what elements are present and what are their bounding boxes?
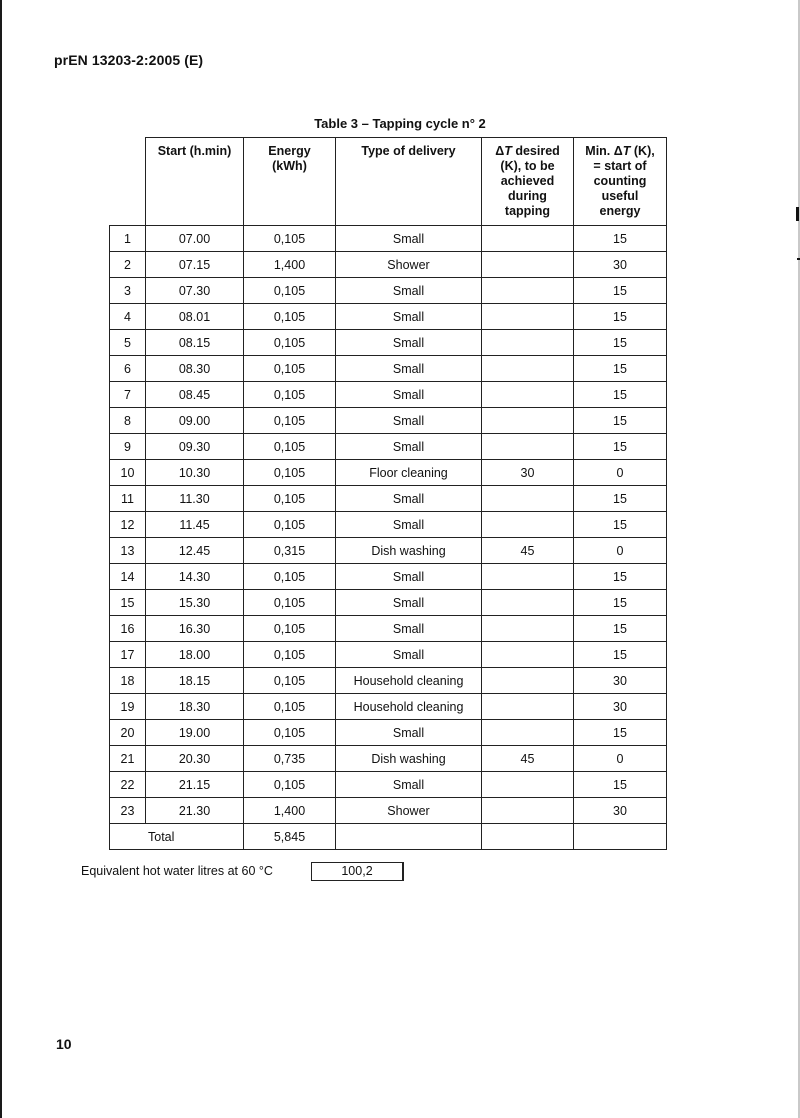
row-delta-t-desired: 45 (482, 538, 574, 564)
change-bar-mark (796, 207, 799, 221)
row-min-delta-t: 15 (574, 772, 667, 798)
row-delta-t-desired (482, 434, 574, 460)
row-delivery-type: Small (336, 434, 482, 460)
row-min-delta-t: 15 (574, 486, 667, 512)
row-start-time: 14.30 (146, 564, 244, 590)
row-energy: 0,105 (244, 616, 336, 642)
row-delta-t-desired (482, 486, 574, 512)
table-row (110, 460, 667, 486)
row-start-time: 08.30 (146, 356, 244, 382)
table-row (110, 720, 667, 746)
row-delivery-type: Small (336, 226, 482, 252)
document-id: prEN 13203-2:2005 (E) (54, 52, 204, 68)
row-number: 10 (110, 460, 146, 486)
header-dt-line: desired (515, 144, 560, 158)
row-energy: 0,105 (244, 668, 336, 694)
row-number: 14 (110, 564, 146, 590)
row-delivery-type: Small (336, 720, 482, 746)
row-energy: 0,105 (244, 486, 336, 512)
row-delivery-type: Small (336, 616, 482, 642)
row-delta-t-desired (482, 642, 574, 668)
row-delivery-type: Small (336, 772, 482, 798)
row-min-delta-t: 15 (574, 330, 667, 356)
row-number: 5 (110, 330, 146, 356)
row-number: 9 (110, 434, 146, 460)
tapping-cycle-table (109, 137, 667, 850)
row-delta-t-desired (482, 590, 574, 616)
row-min-delta-t: 15 (574, 616, 667, 642)
t-symbol: T (504, 144, 512, 158)
row-delta-t-desired (482, 668, 574, 694)
row-energy: 0,105 (244, 434, 336, 460)
row-min-delta-t: 15 (574, 642, 667, 668)
row-number: 20 (110, 720, 146, 746)
header-energy (244, 138, 336, 226)
row-start-time: 07.00 (146, 226, 244, 252)
row-delta-t-desired (482, 226, 574, 252)
table-row (110, 590, 667, 616)
table-row (110, 434, 667, 460)
row-delta-t-desired (482, 356, 574, 382)
row-energy: 0,735 (244, 746, 336, 772)
row-number: 23 (110, 798, 146, 824)
row-energy: 0,105 (244, 382, 336, 408)
row-delta-t-desired (482, 252, 574, 278)
header-dt-line: during (508, 189, 547, 203)
row-start-time: 10.30 (146, 460, 244, 486)
total-empty-cell (482, 824, 574, 850)
row-energy: 0,105 (244, 590, 336, 616)
header-energy-line: Energy (268, 144, 311, 158)
row-number: 12 (110, 512, 146, 538)
delta-symbol: Δ (495, 144, 505, 158)
table-row (110, 772, 667, 798)
row-number: 17 (110, 642, 146, 668)
row-delta-t-desired (482, 772, 574, 798)
equivalent-litres-value: 100,2 (311, 862, 404, 881)
row-start-time: 11.45 (146, 512, 244, 538)
row-number: 3 (110, 278, 146, 304)
row-min-delta-t: 15 (574, 590, 667, 616)
row-delivery-type: Shower (336, 798, 482, 824)
table-row (110, 512, 667, 538)
row-start-time: 18.30 (146, 694, 244, 720)
row-min-delta-t: 0 (574, 538, 667, 564)
row-delta-t-desired (482, 564, 574, 590)
row-delta-t-desired (482, 512, 574, 538)
table-row (110, 356, 667, 382)
row-energy: 0,105 (244, 512, 336, 538)
row-energy: 0,105 (244, 356, 336, 382)
header-min-line: (K), (633, 144, 655, 158)
row-start-time: 12.45 (146, 538, 244, 564)
total-empty-cell (574, 824, 667, 850)
row-start-time: 21.30 (146, 798, 244, 824)
row-start-time: 19.00 (146, 720, 244, 746)
table-row (110, 668, 667, 694)
row-delivery-type: Small (336, 590, 482, 616)
row-delta-t-desired (482, 304, 574, 330)
row-energy: 0,105 (244, 460, 336, 486)
row-energy: 0,105 (244, 226, 336, 252)
row-number: 15 (110, 590, 146, 616)
row-start-time: 07.15 (146, 252, 244, 278)
row-delivery-type: Dish washing (336, 538, 482, 564)
row-energy: 0,105 (244, 564, 336, 590)
row-delivery-type: Small (336, 330, 482, 356)
row-number: 7 (110, 382, 146, 408)
row-start-time: 18.15 (146, 668, 244, 694)
row-delivery-type: Small (336, 486, 482, 512)
row-delivery-type: Small (336, 564, 482, 590)
row-delta-t-desired (482, 382, 574, 408)
table-row (110, 798, 667, 824)
row-energy: 0,315 (244, 538, 336, 564)
header-delta-t-desired (482, 138, 574, 226)
row-energy: 0,105 (244, 330, 336, 356)
row-start-time: 20.30 (146, 746, 244, 772)
equivalent-litres-label: Equivalent hot water litres at 60 °C (81, 864, 273, 878)
row-delivery-type: Floor cleaning (336, 460, 482, 486)
table-row (110, 642, 667, 668)
table-row (110, 278, 667, 304)
row-energy: 0,105 (244, 720, 336, 746)
row-delta-t-desired (482, 694, 574, 720)
row-start-time: 09.00 (146, 408, 244, 434)
row-delivery-type: Household cleaning (336, 668, 482, 694)
row-delivery-type: Small (336, 304, 482, 330)
row-number: 1 (110, 226, 146, 252)
table-caption: Table 3 – Tapping cycle n° 2 (314, 116, 486, 131)
row-min-delta-t: 30 (574, 668, 667, 694)
table-row (110, 408, 667, 434)
header-min-delta-t (574, 138, 667, 226)
row-number: 16 (110, 616, 146, 642)
row-min-delta-t: 30 (574, 252, 667, 278)
row-min-delta-t: 0 (574, 460, 667, 486)
row-number: 19 (110, 694, 146, 720)
row-min-delta-t: 15 (574, 408, 667, 434)
row-delivery-type: Small (336, 278, 482, 304)
delta-symbol: Δ (613, 144, 623, 158)
header-dt-line: (K), to be (500, 159, 555, 173)
row-min-delta-t: 15 (574, 720, 667, 746)
row-number: 18 (110, 668, 146, 694)
row-delta-t-desired (482, 720, 574, 746)
row-min-delta-t: 15 (574, 226, 667, 252)
page-left-edge (0, 0, 2, 1118)
row-delivery-type: Small (336, 382, 482, 408)
row-delivery-type: Dish washing (336, 746, 482, 772)
table-row (110, 304, 667, 330)
row-delivery-type: Household cleaning (336, 694, 482, 720)
table-row (110, 538, 667, 564)
header-start: Start (h.min) (146, 138, 244, 226)
row-min-delta-t: 15 (574, 278, 667, 304)
row-delta-t-desired: 45 (482, 746, 574, 772)
row-delta-t-desired (482, 278, 574, 304)
row-start-time: 07.30 (146, 278, 244, 304)
row-number: 6 (110, 356, 146, 382)
row-min-delta-t: 15 (574, 512, 667, 538)
header-dt-line: achieved (500, 174, 555, 188)
row-number: 22 (110, 772, 146, 798)
row-delta-t-desired (482, 330, 574, 356)
row-number: 2 (110, 252, 146, 278)
header-min-line: counting (593, 174, 647, 188)
header-dt-line: tapping (504, 204, 551, 218)
row-min-delta-t: 30 (574, 798, 667, 824)
table-row (110, 486, 667, 512)
row-number: 8 (110, 408, 146, 434)
row-start-time: 09.30 (146, 434, 244, 460)
table-row (110, 616, 667, 642)
row-number: 11 (110, 486, 146, 512)
row-delivery-type: Shower (336, 252, 482, 278)
row-min-delta-t: 15 (574, 434, 667, 460)
table-row (110, 252, 667, 278)
row-start-time: 15.30 (146, 590, 244, 616)
table-header-row (110, 138, 667, 226)
row-start-time: 18.00 (146, 642, 244, 668)
row-start-time: 16.30 (146, 616, 244, 642)
total-energy: 5,845 (244, 824, 336, 850)
row-delivery-type: Small (336, 642, 482, 668)
table-row (110, 564, 667, 590)
table-row (110, 746, 667, 772)
t-symbol: T (622, 144, 631, 158)
row-energy: 0,105 (244, 304, 336, 330)
row-start-time: 08.01 (146, 304, 244, 330)
row-min-delta-t: 15 (574, 356, 667, 382)
row-start-time: 08.15 (146, 330, 244, 356)
row-delta-t-desired: 30 (482, 460, 574, 486)
total-label: Total (110, 824, 244, 850)
header-min-line: Min. (585, 144, 611, 158)
table-body (110, 226, 667, 824)
header-type: Type of delivery (336, 138, 482, 226)
row-energy: 0,105 (244, 694, 336, 720)
row-min-delta-t: 15 (574, 564, 667, 590)
row-energy: 1,400 (244, 252, 336, 278)
row-start-time: 11.30 (146, 486, 244, 512)
row-min-delta-t: 15 (574, 304, 667, 330)
row-number: 13 (110, 538, 146, 564)
row-min-delta-t: 30 (574, 694, 667, 720)
row-start-time: 21.15 (146, 772, 244, 798)
row-delivery-type: Small (336, 356, 482, 382)
row-start-time: 08.45 (146, 382, 244, 408)
table-row (110, 226, 667, 252)
row-delivery-type: Small (336, 408, 482, 434)
row-energy: 0,105 (244, 408, 336, 434)
row-delivery-type: Small (336, 512, 482, 538)
row-number: 21 (110, 746, 146, 772)
header-min-line: useful (601, 189, 639, 203)
row-delta-t-desired (482, 408, 574, 434)
total-row (110, 824, 667, 850)
table-row (110, 694, 667, 720)
row-energy: 0,105 (244, 772, 336, 798)
row-energy: 1,400 (244, 798, 336, 824)
header-min-line: energy (599, 204, 641, 218)
header-energy-line: (kWh) (272, 159, 307, 173)
row-number: 4 (110, 304, 146, 330)
header-blank-cell (110, 138, 146, 226)
header-min-line: = start of (593, 159, 647, 173)
table-row (110, 382, 667, 408)
total-empty-cell (336, 824, 482, 850)
row-delta-t-desired (482, 798, 574, 824)
page-number: 10 (56, 1036, 72, 1052)
row-energy: 0,105 (244, 278, 336, 304)
row-min-delta-t: 15 (574, 382, 667, 408)
row-energy: 0,105 (244, 642, 336, 668)
table-row (110, 330, 667, 356)
row-delta-t-desired (482, 616, 574, 642)
row-min-delta-t: 0 (574, 746, 667, 772)
